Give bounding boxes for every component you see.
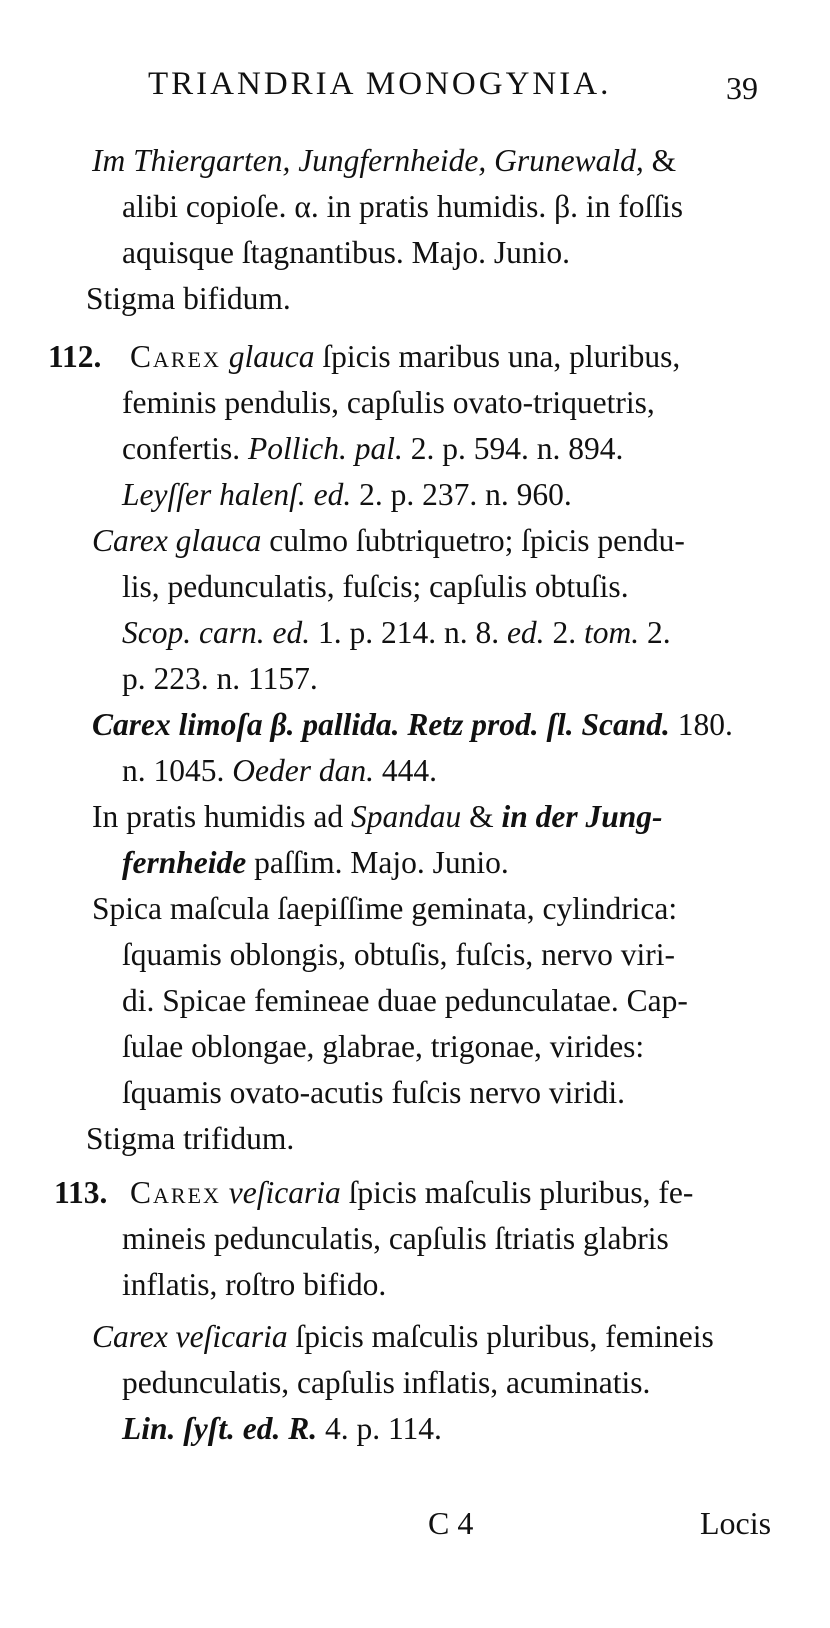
- reference-pages: 2.: [639, 615, 671, 650]
- reference-line: [122, 472, 572, 518]
- synonym-name: Carex glauca: [92, 523, 262, 558]
- diagnosis-line: [122, 426, 623, 472]
- reference-author: Carex limoſa β. pallida. Retz prod. ſl. Scand.: [92, 707, 670, 742]
- species-diagnosis: [130, 334, 680, 380]
- page-header: [0, 66, 830, 116]
- habitat-text: In pratis humidis ad: [92, 799, 351, 834]
- habitat-line: [92, 138, 676, 184]
- reference-volume: tom.: [583, 615, 640, 650]
- reference-author: Lin. ſyſt. ed. R.: [122, 1411, 318, 1446]
- reference-author: Oeder dan.: [232, 753, 374, 788]
- place-name: Spandau: [350, 799, 462, 834]
- running-title: TRIANDRIA MONOGYNIA.: [148, 66, 612, 102]
- reference-pages: 2. p. 237. n. 960.: [351, 477, 572, 512]
- page-footer: [0, 1505, 830, 1555]
- page-number: 39: [726, 70, 758, 106]
- habitat-places: Im Thiergarten, Jungfernheide, Grunewald,: [92, 143, 644, 178]
- catchword: Locis: [700, 1505, 772, 1541]
- diagnosis-text: ſpicis maribus una, pluribus,: [314, 339, 681, 374]
- signature-mark: C 4: [428, 1505, 474, 1541]
- description-line: di. Spicae femineae duae pedunculatae. Cap-: [122, 983, 688, 1018]
- description-line: ſulae oblongae, glabrae, trigonae, virides:: [122, 1029, 645, 1064]
- reference-pages: 4. p. 114.: [317, 1411, 442, 1446]
- habitat-amp: &: [643, 143, 677, 178]
- diagnosis-line: mineis pedunculatis, capſulis ſtriatis glabris: [122, 1221, 669, 1256]
- habitat-text: paſſim. Majo. Junio.: [246, 845, 509, 880]
- genus-name: Carex: [130, 1175, 221, 1210]
- diagnosis-text: ſpicis maſculis pluribus, fe-: [340, 1175, 694, 1210]
- habitat-line: [92, 794, 663, 840]
- genus-name: Carex: [130, 339, 221, 374]
- diagnosis-line: feminis pendulis, capſulis ovato-triquetris,: [122, 385, 655, 420]
- synonym-line: [92, 1314, 714, 1360]
- description-line: Spica maſcula ſaepiſſime geminata, cylindrica:: [92, 891, 678, 926]
- reference-line: [122, 610, 671, 656]
- reference-line: [122, 1406, 442, 1452]
- species-diagnosis: [130, 1170, 693, 1216]
- habitat-line: alibi copioſe. α. in pratis humidis. β. in foſſis: [122, 189, 683, 224]
- reference-pages: 180.: [669, 707, 733, 742]
- reference-pages: 2.: [544, 615, 584, 650]
- reference-edition: ed.: [506, 615, 545, 650]
- diagnosis-line: inflatis, roſtro bifido.: [122, 1267, 387, 1302]
- place-name: fernheide: [122, 845, 247, 880]
- habitat-amp: &: [461, 799, 502, 834]
- reference-line: [122, 748, 437, 794]
- stigma-note: Stigma bifidum.: [86, 281, 291, 316]
- habitat-line: [122, 840, 509, 886]
- reference-author: Scop. carn. ed.: [122, 615, 311, 650]
- reference-pages: 2. p. 594. n. 894.: [402, 431, 624, 466]
- synonym-name: Carex veſicaria: [92, 1319, 288, 1354]
- reference-line: p. 223. n. 1157.: [122, 661, 318, 696]
- synonym-line: lis, pedunculatis, fuſcis; capſulis obtuſis.: [122, 569, 629, 604]
- synonym-text: ſpicis maſculis pluribus, femineis: [287, 1319, 714, 1354]
- diagnosis-text: confertis.: [122, 431, 248, 466]
- habitat-line: aquisque ſtagnantibus. Majo. Junio.: [122, 235, 570, 270]
- reference-pages: n. 1045.: [122, 753, 233, 788]
- reference-pages: 1. p. 214. n. 8.: [310, 615, 507, 650]
- description-line: ſquamis ovato-acutis fuſcis nervo viridi.: [122, 1075, 626, 1110]
- reference-pages: 444.: [373, 753, 437, 788]
- synonym-line: pedunculatis, capſulis inflatis, acuminatis.: [122, 1365, 651, 1400]
- entry-number: 112.: [48, 339, 102, 374]
- species-epithet: glauca: [228, 339, 315, 374]
- reference-author: Leyſſer halenſ. ed.: [122, 477, 352, 512]
- species-epithet: veſicaria: [228, 1175, 341, 1210]
- entry-number: 113.: [54, 1175, 108, 1210]
- synonym-line: [92, 518, 685, 564]
- description-line: ſquamis oblongis, obtuſis, fuſcis, nervo viri-: [122, 937, 675, 972]
- synonym-text: culmo ſubtriquetro; ſpicis pendu-: [261, 523, 685, 558]
- reference-author: Pollich. pal.: [247, 431, 403, 466]
- place-name: in der Jung-: [501, 799, 663, 834]
- synonym-line: [92, 702, 733, 748]
- stigma-note: Stigma trifidum.: [86, 1121, 295, 1156]
